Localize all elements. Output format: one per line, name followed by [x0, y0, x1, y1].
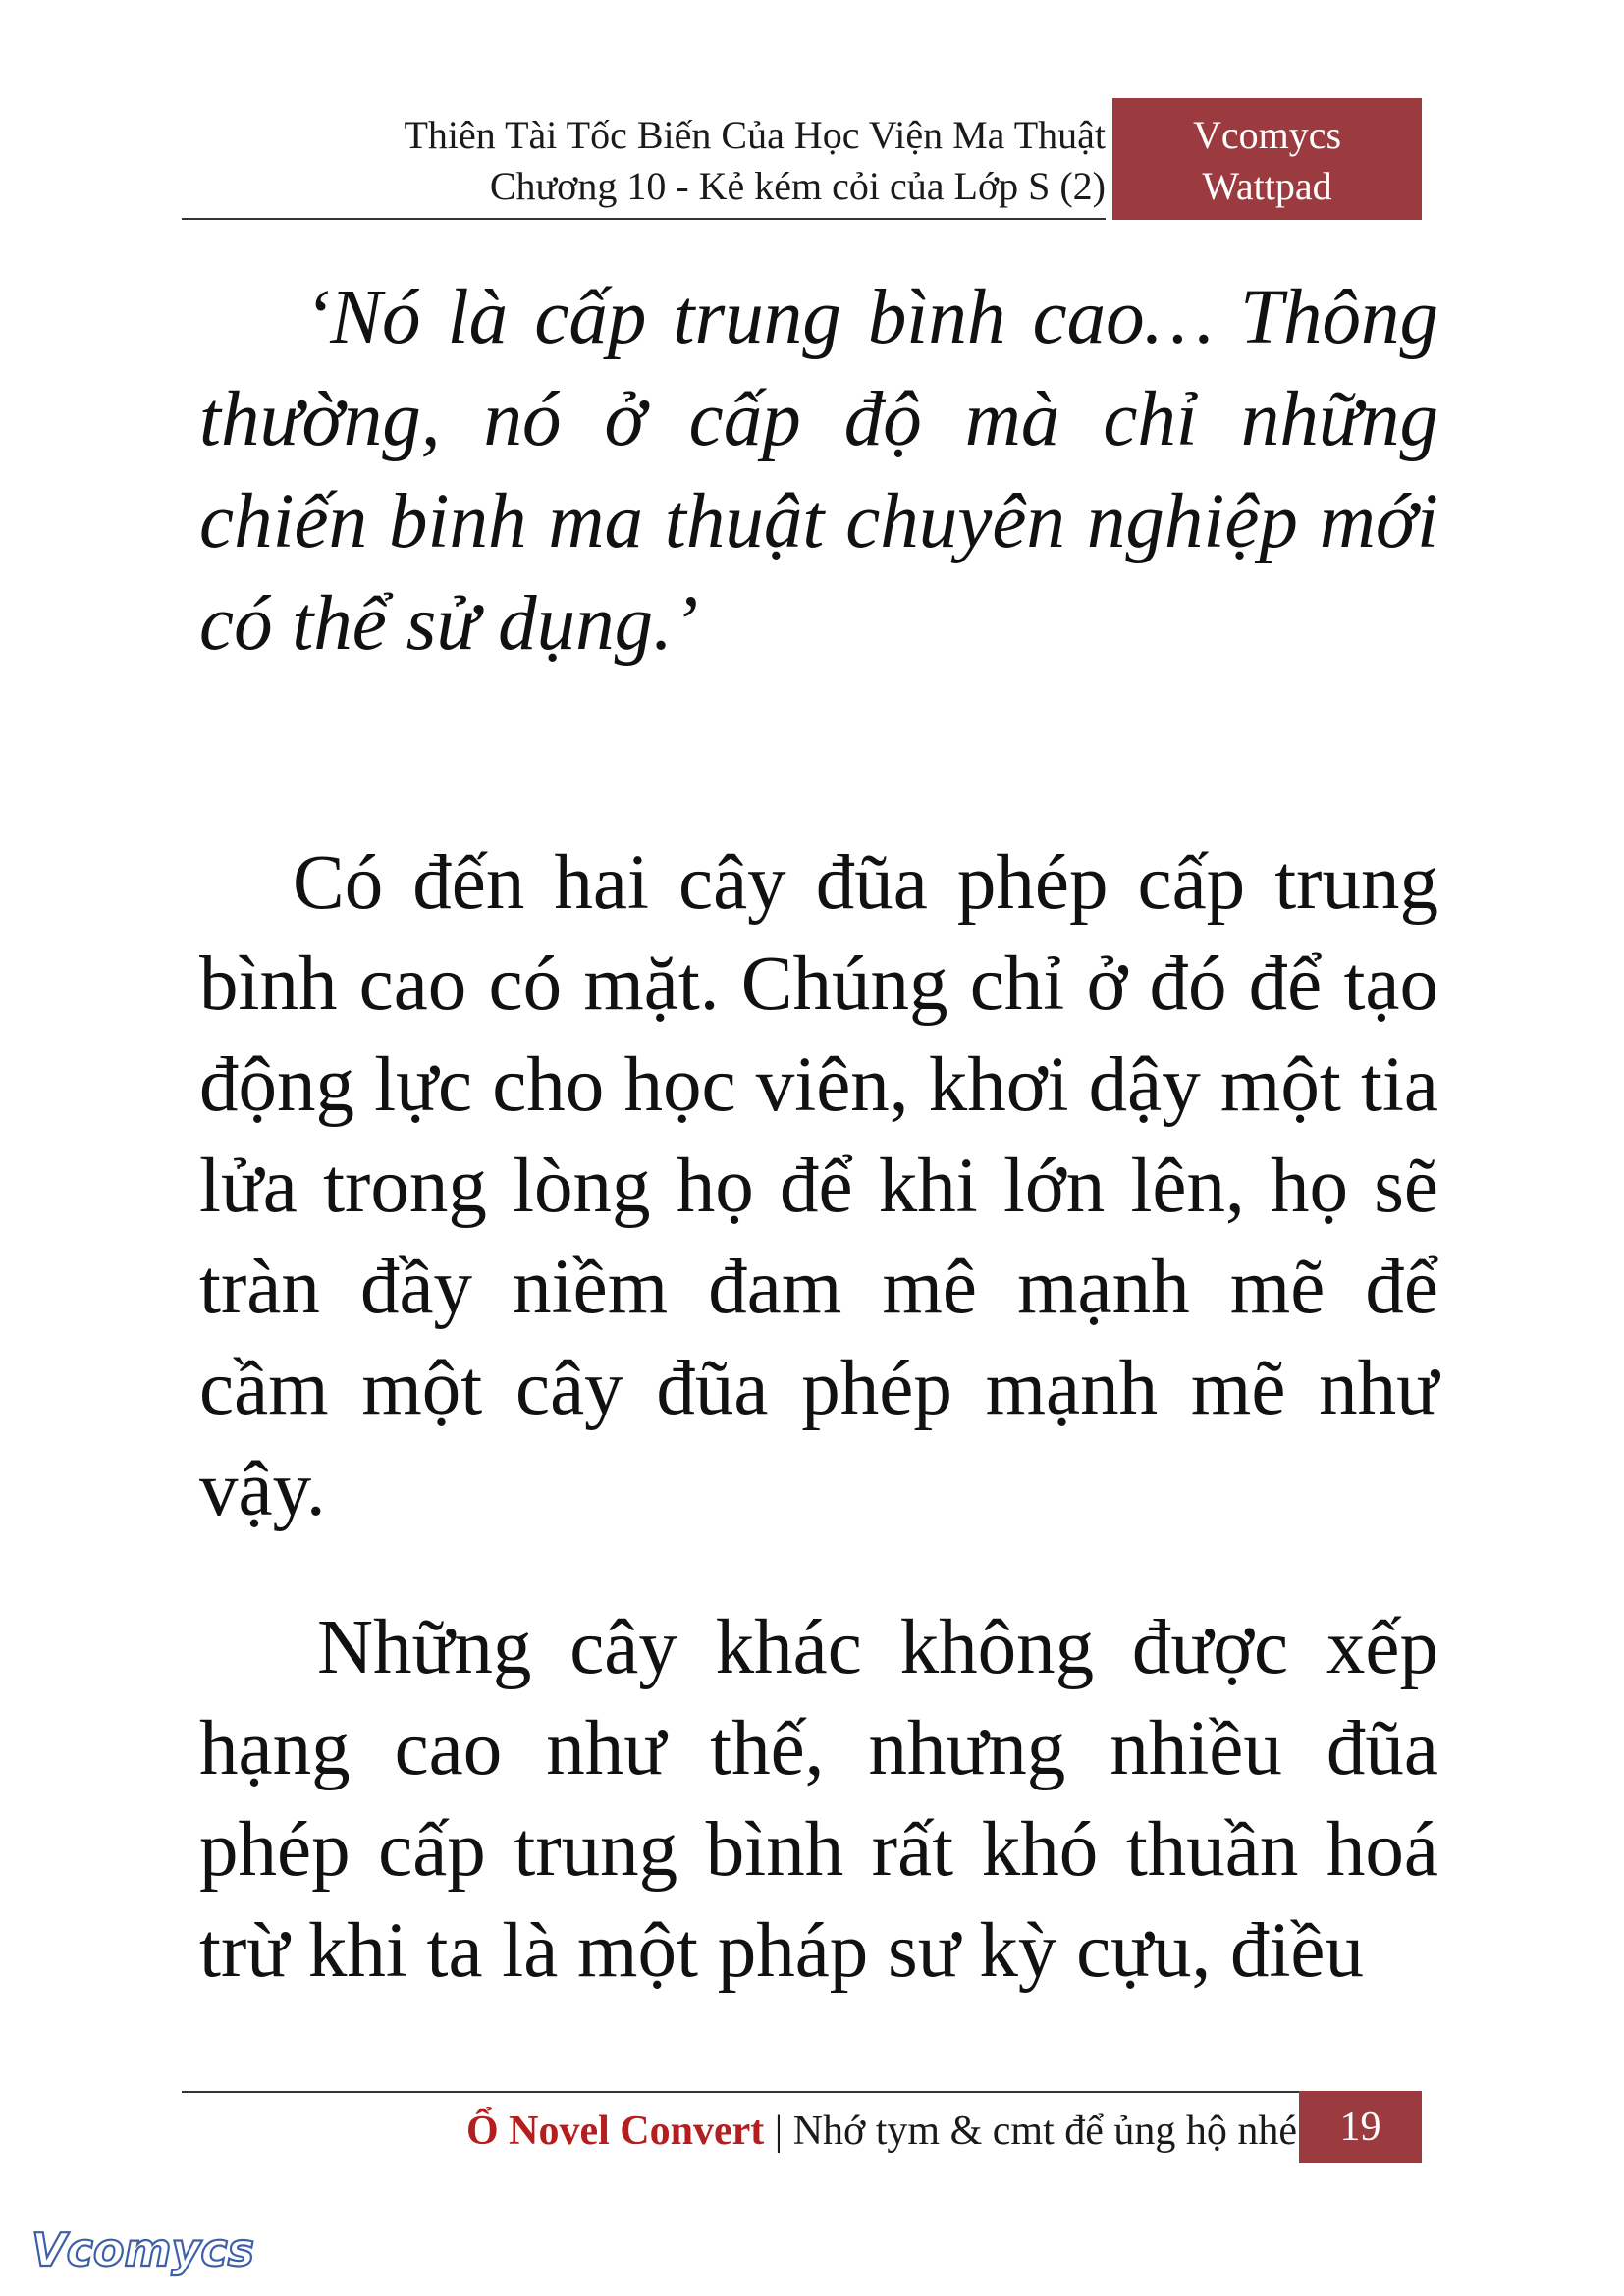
footer-text [466, 2104, 1297, 2159]
vcomycs-logo-graphic [27, 2220, 263, 2279]
footer-brand: Ổ Novel Convert [465, 2109, 765, 2154]
vcomycs-logo [27, 2220, 263, 2279]
footer-divider [182, 2091, 1422, 2093]
paragraph-3: Những cây khác không được xếp hạng cao như thế, nhưng nhiều đũa phép cấp trung bình rất khó thuần hoá trừ khi ta là một pháp sư kỳ cựu, điều [199, 1605, 1438, 1994]
publisher-line-2: Wattpad [1202, 164, 1332, 208]
footer-message: Nhớ tym & cmt để ủng hộ nhé [792, 2109, 1297, 2154]
publisher-badge [1112, 98, 1422, 220]
chapter-title: Chương 10 - Kẻ kém cỏi của Lớp S (2) [489, 164, 1106, 208]
page-footer [182, 2091, 1422, 2163]
header-titles [405, 110, 1107, 212]
publisher-line-1: Vcomycs [1192, 113, 1342, 157]
logo-text: Vcomycs [31, 2223, 255, 2276]
header-divider [182, 218, 1106, 220]
paragraph-italic-thought: ‘Nó là cấp trung bình cao… Thông thường, nó ở cấp độ mà chỉ những chiến binh ma thuật chuyên nghiệp mới có thể sử dụng.’ [199, 275, 1438, 667]
page-header [182, 98, 1422, 220]
page-number: 19 [1299, 2091, 1422, 2163]
paragraph-2: Có đến hai cây đũa phép cấp trung bình cao có mặt. Chúng chỉ ở đó để tạo động lực cho học viên, khơi dậy một tia lửa trong lòng họ để khi lớn lên, họ sẽ tràn đầy niềm đam mê mạnh mẽ để cầm một cây đũa phép mạnh mẽ như vậy. [199, 840, 1438, 1532]
book-title: Thiên Tài Tốc Biến Của Học Viện Ma Thuật [404, 113, 1106, 157]
footer-separator: | [774, 2109, 784, 2154]
